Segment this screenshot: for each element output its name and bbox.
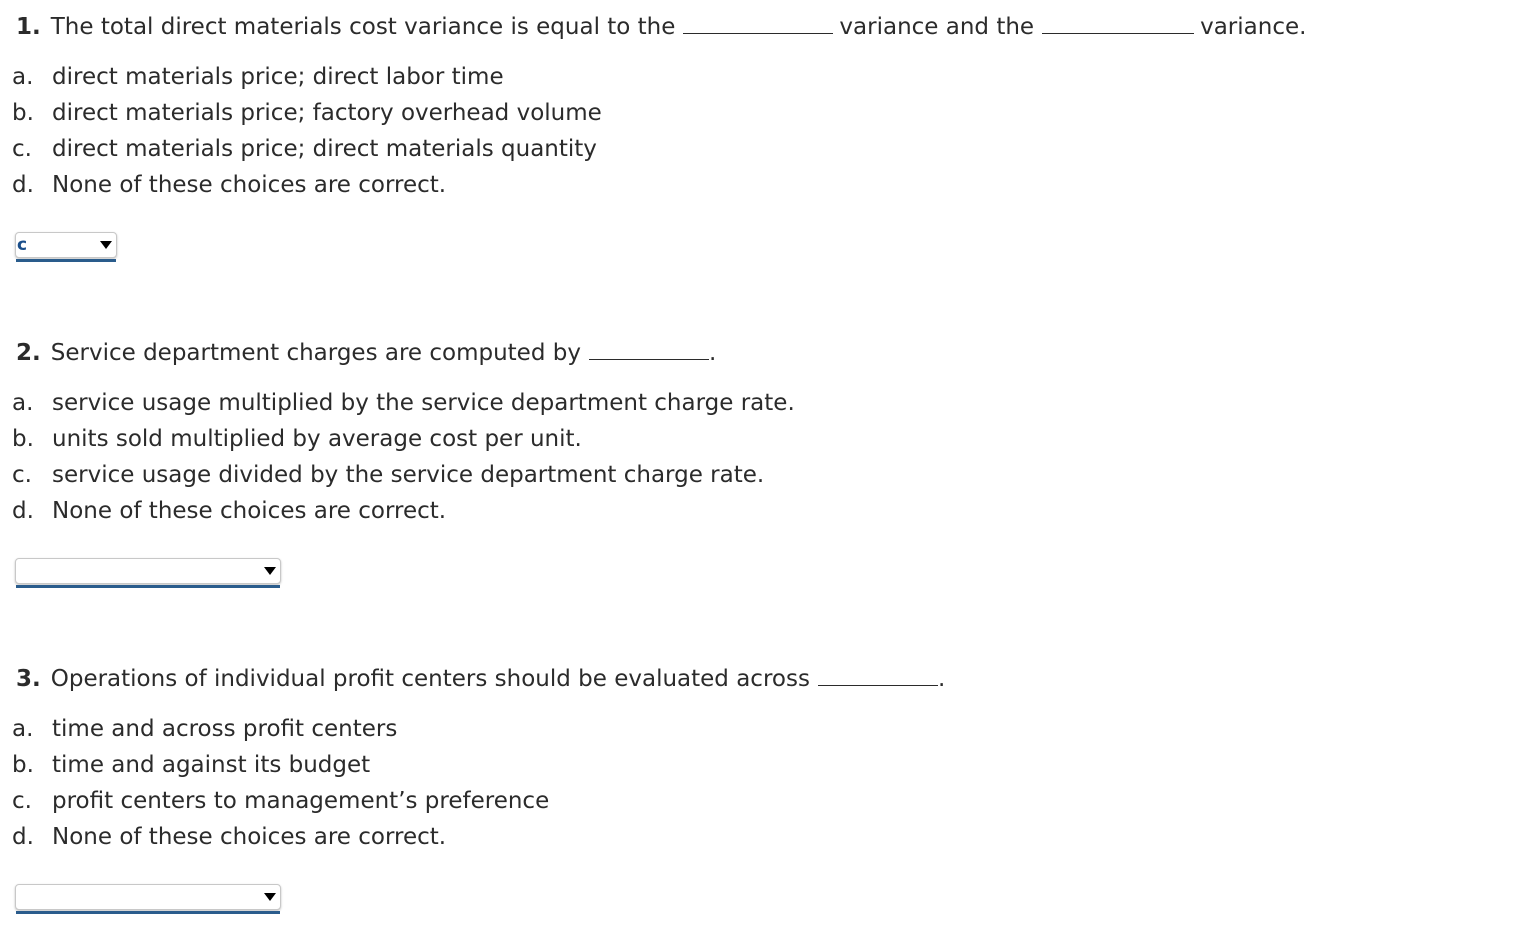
question-3-answer-select[interactable] (15, 884, 281, 910)
choice-letter: c. (12, 462, 32, 488)
question-1-choice-b (12, 95, 602, 131)
select-underline (16, 911, 280, 914)
question-1-prompt (16, 13, 1306, 41)
question-2-answer-select[interactable] (15, 558, 281, 584)
choice-text: direct materials price; direct materials quantity (52, 136, 597, 162)
question-2-choice-c (12, 457, 795, 493)
question-1-text-part-2: variance and the (839, 14, 1035, 40)
choice-text: service usage divided by the service department charge rate. (52, 462, 765, 488)
choice-letter: a. (12, 64, 34, 90)
question-2-prompt (16, 339, 716, 367)
question-1-choice-d (12, 167, 602, 203)
choice-text: None of these choices are correct. (52, 498, 447, 524)
choice-text: service usage multiplied by the service department charge rate. (52, 390, 795, 416)
chevron-down-icon (264, 893, 276, 901)
question-3-choice-b (12, 747, 549, 783)
choice-text: time and across profit centers (52, 716, 398, 742)
choice-letter: a. (12, 716, 34, 742)
question-1-choices (12, 59, 602, 203)
choice-letter: b. (12, 426, 34, 452)
question-1-answer-select[interactable] (15, 232, 117, 258)
question-3-number: 3. (16, 666, 41, 692)
question-1-number: 1. (16, 14, 41, 40)
question-3-choice-c (12, 783, 549, 819)
choice-letter: c. (12, 136, 32, 162)
choice-letter: d. (12, 172, 34, 198)
question-3-text-part-2: . (937, 666, 946, 692)
chevron-down-icon (264, 567, 276, 575)
question-2-choice-a (12, 385, 795, 421)
choice-text: time and against its budget (52, 752, 371, 778)
choice-text: direct materials price; factory overhead volume (52, 100, 602, 126)
question-2-text-part-1: Service department charges are computed by (50, 340, 581, 366)
question-1-choice-a (12, 59, 602, 95)
question-1-selected-value: c (17, 235, 28, 255)
choice-text: direct materials price; direct labor time (52, 64, 504, 90)
question-3-prompt (16, 665, 945, 693)
question-1-blank-2 (1042, 13, 1194, 34)
select-underline (16, 259, 116, 262)
chevron-down-icon (100, 241, 112, 249)
question-2-text-part-2: . (708, 340, 717, 366)
question-2-blank (589, 339, 709, 360)
question-3-choice-a (12, 711, 549, 747)
choice-letter: d. (12, 498, 34, 524)
question-1-text-part-1: The total direct materials cost variance is equal to the (50, 14, 676, 40)
question-2-choices (12, 385, 795, 529)
question-3-text-part-1: Operations of individual profit centers should be evaluated across (50, 666, 810, 692)
choice-letter: b. (12, 100, 34, 126)
choice-letter: d. (12, 824, 34, 850)
choice-letter: b. (12, 752, 34, 778)
question-1-text-part-3: variance. (1200, 14, 1307, 40)
question-3-choices (12, 711, 549, 855)
choice-letter: a. (12, 390, 34, 416)
question-1-choice-c (12, 131, 602, 167)
question-2-choice-b (12, 421, 795, 457)
question-3-choice-d (12, 819, 549, 855)
question-1-blank-1 (683, 13, 833, 34)
choice-text: profit centers to management’s preference (52, 788, 550, 814)
question-3-blank (818, 665, 938, 686)
choice-text: None of these choices are correct. (52, 172, 447, 198)
choice-letter: c. (12, 788, 32, 814)
select-underline (16, 585, 280, 588)
question-2-choice-d (12, 493, 795, 529)
choice-text: units sold multiplied by average cost per unit. (52, 426, 582, 452)
choice-text: None of these choices are correct. (52, 824, 447, 850)
question-2-number: 2. (16, 340, 41, 366)
